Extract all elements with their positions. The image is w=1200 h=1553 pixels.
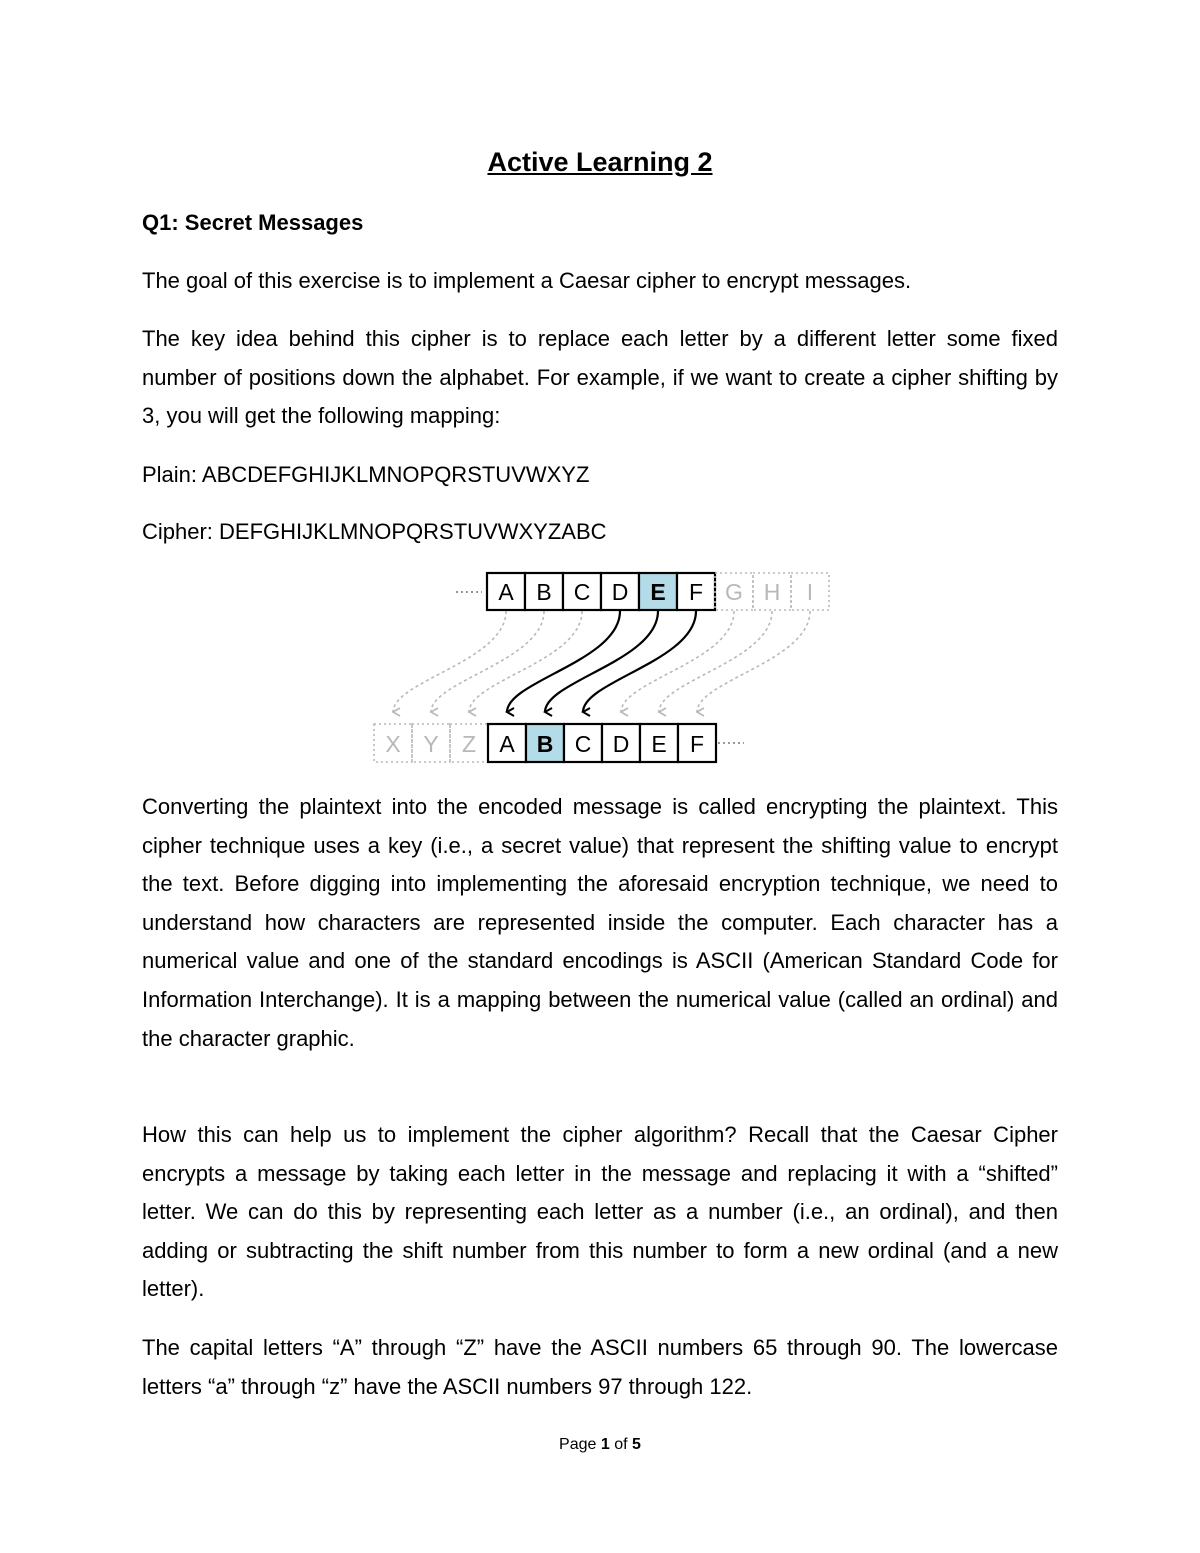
plain-alphabet-line: Plain: ABCDEFGHIJKLMNOPQRSTUVWXYZ — [142, 462, 590, 487]
cipher-alphabet-line: Cipher: DEFGHIJKLMNOPQRSTUVWXYZABC — [142, 519, 607, 544]
footer-of-word: of — [614, 1436, 628, 1453]
bottom-letter: E — [651, 731, 667, 757]
mapping-arrow-c-z — [469, 611, 582, 712]
paragraph-how-it-helps: How this can help us to implement the cipher algorithm? Recall that the Caesar Cipher encrypts a message by taking each letter in the message and replacing it with a “shifted” letter. We can do this by representing each letter as a number (i.e., an ordinal), and then adding or subtracting the shift number from this number to form a new ordinal (and a new letter). — [142, 1122, 1058, 1302]
caesar-shift-diagram — [360, 566, 840, 772]
footer-page-word: Page — [559, 1436, 597, 1453]
mapping-arrow-g-d — [621, 611, 734, 712]
top-letter: F — [688, 579, 704, 605]
top-alphabet-row — [487, 573, 829, 610]
footer-page-total: 5 — [632, 1436, 641, 1453]
bottom-letter: C — [574, 731, 592, 757]
paragraph-intro: The goal of this exercise is to implement a Caesar cipher to encrypt messages. — [142, 268, 912, 293]
top-letter: A — [498, 579, 514, 605]
mapping-arrow-a-x — [393, 611, 506, 712]
top-letter-faded: H — [763, 579, 781, 605]
top-letter: B — [536, 579, 552, 605]
paragraph-encrypting: Converting the plaintext into the encoded message is called encrypting the plaintext. This cipher technique uses a key (i.e., a secret value) that represent the shifting value to encrypt the text. Before digging into implementing the aforesaid encryption technique, we need to understand how characters are represented inside the computer. Each character has a numerical value and one of the standard encodings is ASCII (American Standard Code for Information Interchange). It is a mapping between the numerical value (called an ordinal) and the character graphic. — [142, 794, 1058, 1051]
mapping-arrow-d-a — [507, 611, 620, 712]
mapping-arrow-h-e — [659, 611, 772, 712]
paragraph-key-idea: The key idea behind this cipher is to replace each letter by a different letter some fixed number of positions down the alphabet. For example, if we want to create a cipher shifting by 3, you will get the following mapping: — [142, 326, 1058, 429]
mapping-arrow-e-b — [545, 611, 658, 712]
page-footer — [0, 1432, 1200, 1458]
bottom-letter: D — [612, 731, 630, 757]
top-letter: D — [611, 579, 629, 605]
bottom-letter-faded: Y — [423, 731, 439, 757]
mapping-arrow-i-f — [697, 611, 810, 712]
mapping-arrow-f-c — [583, 611, 696, 712]
top-letter: C — [573, 579, 591, 605]
bottom-letter: F — [689, 731, 705, 757]
bottom-letter-faded: Z — [461, 731, 477, 757]
section-heading: Q1: Secret Messages — [142, 210, 364, 235]
paragraph-ascii-ranges: The capital letters “A” through “Z” have the ASCII numbers 65 through 90. The lowercase letters “a” through “z” have the ASCII numbers 97 through 122. — [142, 1335, 1058, 1399]
mapping-arrow-b-y — [431, 611, 544, 712]
bottom-letter-faded: X — [385, 731, 401, 757]
top-letter-faded: I — [806, 579, 814, 605]
bottom-letter-highlighted: B — [536, 731, 554, 757]
page-title: Active Learning 2 — [487, 147, 713, 177]
bottom-alphabet-row — [374, 724, 716, 762]
top-letter-faded: G — [725, 579, 743, 605]
footer-page-number: 1 — [600, 1436, 610, 1453]
bottom-letter: A — [499, 731, 515, 757]
top-letter-highlighted: E — [650, 579, 666, 605]
